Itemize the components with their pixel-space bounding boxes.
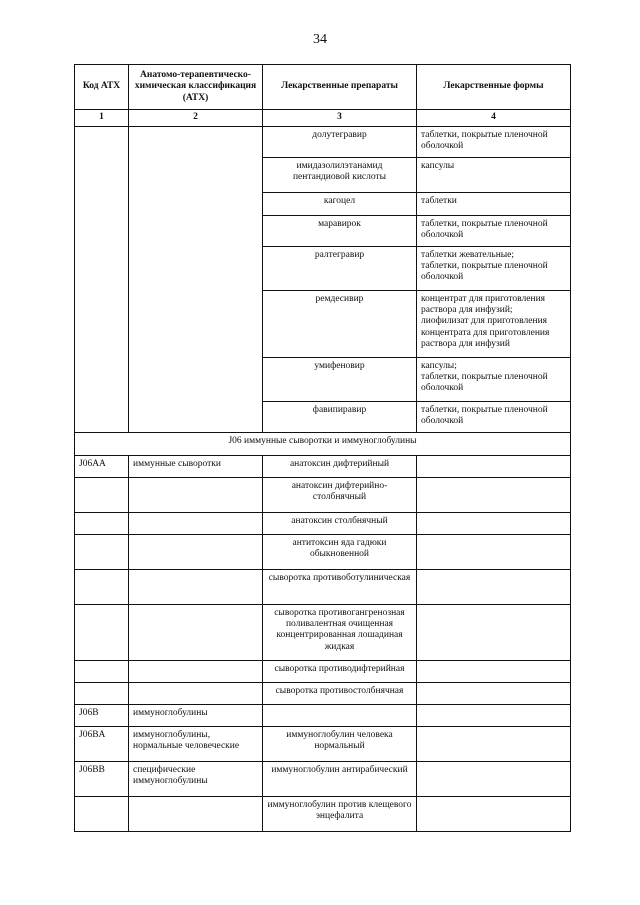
column-number-row: [75, 110, 571, 127]
form-cell: капсулы; таблетки, покрытые пленочной оболочкой: [417, 358, 571, 402]
drug-cell: иммуноглобулин человека нормальный: [263, 727, 417, 762]
form-cell: [417, 535, 571, 570]
classification-cell: [129, 127, 263, 433]
table-row: [75, 456, 571, 478]
code-cell: [75, 478, 129, 513]
form-cell: [417, 661, 571, 683]
column-number: 3: [263, 110, 417, 127]
classification-cell: иммунные сыворотки: [129, 456, 263, 478]
table-row: [75, 605, 571, 661]
header-drugs: Лекарственные препараты: [263, 65, 417, 110]
table-row: [75, 535, 571, 570]
form-cell: концентрат для приготовления раствора для инфузий; лиофилизат для приготовления концентрата для приготовления раствора для инфузий: [417, 291, 571, 358]
form-cell: таблетки, покрытые пленочной оболочкой: [417, 216, 571, 247]
drug-cell: иммуноглобулин против клещевого энцефалита: [263, 797, 417, 832]
classification-cell: [129, 570, 263, 605]
form-cell: таблетки, покрытые пленочной оболочкой: [417, 402, 571, 433]
header-code: Код АТХ: [75, 65, 129, 110]
form-cell: капсулы: [417, 158, 571, 193]
table-row: [75, 513, 571, 535]
section-title: J06 иммунные сыворотки и иммуноглобулины: [75, 433, 571, 456]
drug-cell: анатоксин дифтерийно-столбнячный: [263, 478, 417, 513]
table-row: [75, 661, 571, 683]
classification-cell: специфические иммуноглобулины: [129, 762, 263, 797]
drug-cell: долутегравир: [263, 127, 417, 158]
code-cell: [75, 570, 129, 605]
drug-cell: ралтегравир: [263, 247, 417, 291]
section-row: [75, 433, 571, 456]
drug-cell: ремдесивир: [263, 291, 417, 358]
header-classification: Анатомо-терапевтическо-химическая классификация (АТХ): [129, 65, 263, 110]
drug-cell: антитоксин яда гадюки обыкновенной: [263, 535, 417, 570]
drug-cell: иммуноглобулин антирабический: [263, 762, 417, 797]
code-cell: [75, 513, 129, 535]
code-cell: J06AA: [75, 456, 129, 478]
classification-cell: [129, 605, 263, 661]
form-cell: таблетки: [417, 193, 571, 216]
code-cell: J06B: [75, 705, 129, 727]
drug-cell: сыворотка противостолбнячная: [263, 683, 417, 705]
drug-cell: [263, 705, 417, 727]
classification-cell: [129, 661, 263, 683]
form-cell: [417, 797, 571, 832]
header-row: [75, 65, 571, 110]
form-cell: таблетки, покрытые пленочной оболочкой: [417, 127, 571, 158]
form-cell: [417, 727, 571, 762]
form-cell: [417, 705, 571, 727]
code-cell: [75, 127, 129, 433]
page-number: 34: [313, 32, 327, 47]
form-cell: [417, 478, 571, 513]
form-cell: [417, 683, 571, 705]
column-number: 4: [417, 110, 571, 127]
form-cell: таблетки жевательные; таблетки, покрытые пленочной оболочкой: [417, 247, 571, 291]
code-cell: J06BA: [75, 727, 129, 762]
drug-cell: сыворотка противодифтерийная: [263, 661, 417, 683]
classification-cell: [129, 797, 263, 832]
code-cell: [75, 683, 129, 705]
classification-cell: [129, 683, 263, 705]
drug-cell: имидазолилэтанамид пентандиовой кислоты: [263, 158, 417, 193]
drug-cell: маравирок: [263, 216, 417, 247]
table-row: [75, 762, 571, 797]
drug-cell: сыворотка противоботулиническая: [263, 570, 417, 605]
form-cell: [417, 570, 571, 605]
drug-table: [74, 64, 571, 832]
code-cell: [75, 797, 129, 832]
classification-cell: иммуноглобулины: [129, 705, 263, 727]
drug-cell: фавипиравир: [263, 402, 417, 433]
drug-cell: кагоцел: [263, 193, 417, 216]
section-row-group: [75, 433, 571, 456]
drug-cell: анатоксин дифтерийный: [263, 456, 417, 478]
table-row: [75, 570, 571, 605]
classification-cell: [129, 513, 263, 535]
code-cell: [75, 535, 129, 570]
table-row: [75, 797, 571, 832]
table-row: [75, 127, 571, 158]
form-cell: [417, 513, 571, 535]
code-cell: J06BB: [75, 762, 129, 797]
classification-cell: иммуноглобулины, нормальные человеческие: [129, 727, 263, 762]
column-number: 1: [75, 110, 129, 127]
classification-cell: [129, 478, 263, 513]
form-cell: [417, 605, 571, 661]
form-cell: [417, 456, 571, 478]
form-cell: [417, 762, 571, 797]
table-row: [75, 705, 571, 727]
drug-cell: умифеновир: [263, 358, 417, 402]
table-body-bottom: [75, 456, 571, 832]
classification-cell: [129, 535, 263, 570]
table-row: [75, 683, 571, 705]
table-row: [75, 727, 571, 762]
code-cell: [75, 661, 129, 683]
code-cell: [75, 605, 129, 661]
drug-cell: сыворотка противогангренозная поливалентная очищенная концентрированная лошадиная жидкая: [263, 605, 417, 661]
drug-cell: анатоксин столбнячный: [263, 513, 417, 535]
header-forms: Лекарственные формы: [417, 65, 571, 110]
table-row: [75, 478, 571, 513]
table-body-top: [75, 127, 571, 433]
column-number: 2: [129, 110, 263, 127]
